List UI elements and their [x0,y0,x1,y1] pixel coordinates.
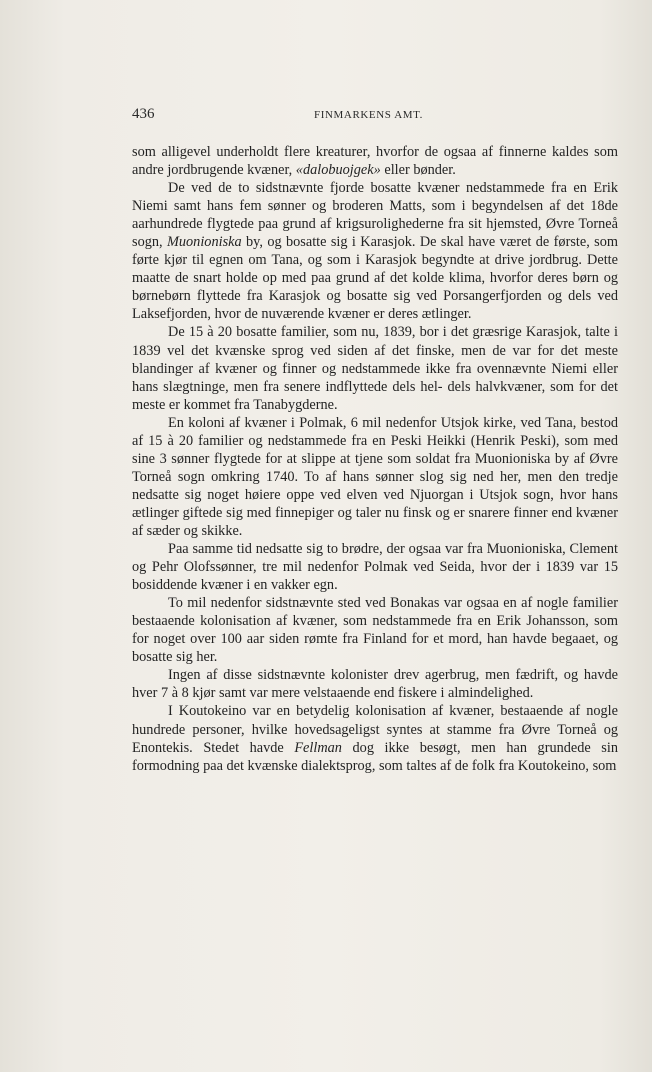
text-segment: De 15 à 20 bosatte familier, som nu, 1839, bor i det græsrige Karasjok, talte i 1839 vel det kvænske sprog ved siden af det finske, men de var for det meste blandinger af kvæner og finner og nedstammede ikke fra ovennævnte Niemi eller hans slægtninge, men fra senere indflyttede dels hel- dels halvkvæner, som for det meste er kommet fra Tanabygderne. [132,324,618,413]
text-segment: To mil nedenfor sidstnævnte sted ved Bonakas var ogsaa en af nogle familier bestaaende kolonisation af kvæner, som nedstammede fra en Erik Johansson, som for noget over 100 aar siden rømte fra Finland for et mord, han havde begaaet, og bosatte sig her. [132,595,618,666]
text-segment: I Koutokeino var en betydelig kolonisation af kvæner, bestaaende af nogle hundrede personer, hvilke hovedsageligst syntes at stamme fra Øvre Torneå og Enontekis. Stedet havde [132,703,618,756]
text-segment: En koloni af kvæner i Polmak, 6 mil nedenfor Utsjok kirke, ved Tana, bestod af 15 à 20 familier og nedstammede fra en Peski Heikki (Henrik Peski), som med sine 3 sønner flygtede for at slippe at tjene som soldat fra Muonioniska by af Øvre Torneå sogn omkring 1740. To af hans sønner slog sig ned her, men den tredje nedsatte sig noget høiere oppe ved elven ved Njuorgan i Utsjok sogn, hvor hans ætlinger giftede sig med finnepiger og taler nu finsk og er snarere finner end kvæner af sæder og skikke. [132,414,618,539]
paragraph [132,540,618,594]
text-segment: Ingen af disse sidstnævnte kolonister drev agerbrug, men fædrift, og havde hver 7 à 8 kjør samt var mere velstaaende end fiskere i almindelighed. [132,667,618,702]
paragraph [132,702,618,774]
paragraph [132,179,618,323]
paragraph [132,594,618,666]
running-title: FINMARKENS AMT. [314,109,424,121]
paragraph [132,666,618,702]
paragraph [132,323,618,413]
paragraph [132,414,618,540]
italic-term: Muonioniska [166,234,242,251]
italic-term: Fellman [294,739,342,756]
paragraph [132,143,618,179]
text-segment: dog ikke besøgt, men han grundede sin formodning paa det kvænske dialektsprog, som taltes af de folk fra Koutokeino, som [132,739,618,774]
text-segment: som alligevel underholdt flere kreaturer, hvorfor de ogsaa af finnerne kaldes som andre jordbrugende kvæner, [132,144,618,179]
page-header [132,106,618,126]
text-segment: De ved de to sidstnævnte fjorde bosatte kvæner nedstammede fra en Erik Niemi samt hans fem sønner og broderen Matts, som i begyndelsen af det 18de aarhundrede flygtede paa grund af krigsurolighederne fra sit hjemsted, Øvre Torneå sogn, [132,180,618,251]
body-text [132,143,618,775]
text-segment: by, og bosatte sig i Karasjok. De skal have været de første, som førte kjør til egnen om Tana, og som i Karasjok begyndte at drive jordbrug. Dette maatte de snart holde op med paa grund af det kolde klima, hvorfor deres børn og børnebørn flyttede fra Karasjok og bosatte sig ved Porsangerfjorden og dels ved Laksefjorden, hvor de nuværende kvæner er deres ætlinger. [132,234,618,323]
page-number: 436 [132,106,155,122]
text-segment: Paa samme tid nedsatte sig to brødre, der ogsaa var fra Muonioniska, Clement og Pehr Olofssønner, tre mil nedenfor Polmak ved Seida, hvor der i 1839 var 15 bosiddende kvæner i en vakker egn. [132,541,618,594]
text-segment: eller bønder. [380,162,456,179]
italic-term: «dalobuojgek» [295,162,381,179]
